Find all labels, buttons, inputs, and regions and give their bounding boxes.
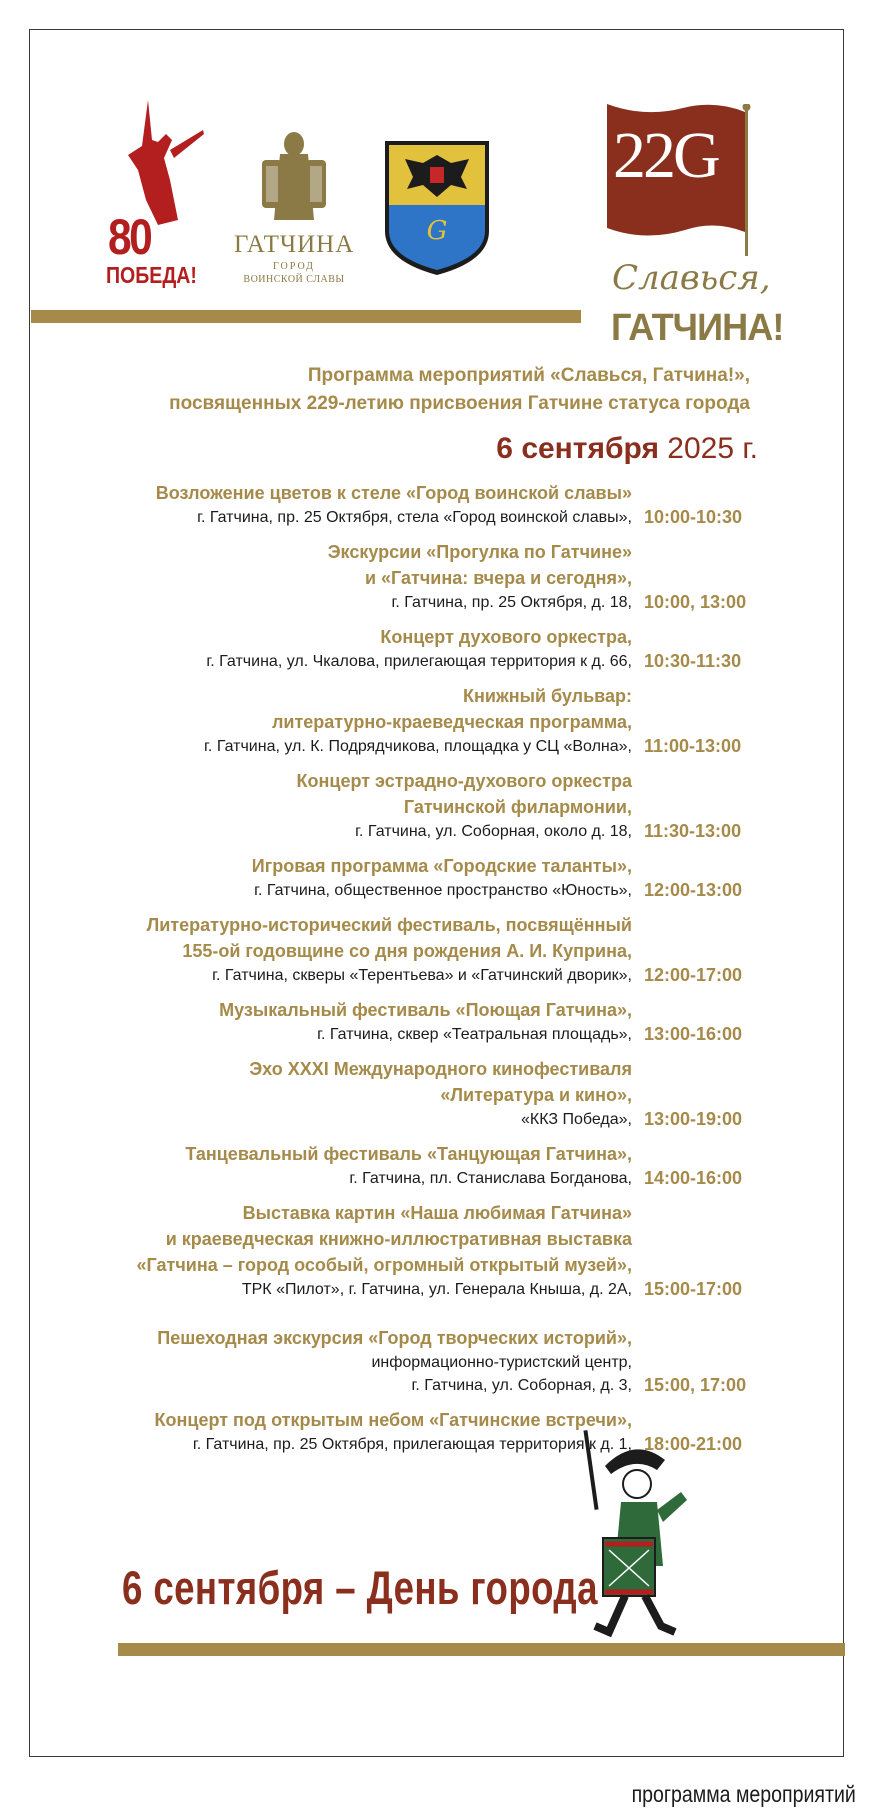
bottom-divider (118, 1643, 845, 1656)
event-location: информационно-туристский центр, (371, 1354, 632, 1371)
event-location: г. Гатчина, пр. 25 Октября, прилегающая территория к д. 1, (192, 1436, 632, 1453)
arms-letter: G (426, 216, 448, 246)
event-time: 11:30-13:00 (644, 821, 742, 841)
event-details (100, 683, 632, 758)
event-item (0, 624, 873, 673)
coat-of-arms-icon (383, 139, 491, 276)
event-time: 12:00-17:00 (644, 965, 743, 985)
event-time: 14:00-16:00 (644, 1168, 743, 1188)
event-location: г. Гатчина, сквер «Театральная площадь», (317, 1026, 632, 1043)
event-time: 18:00-21:00 (644, 1434, 743, 1454)
event-time: 10:00-10:30 (644, 507, 743, 527)
event-details (100, 1325, 632, 1397)
event-details (100, 768, 632, 843)
event-title: и краеведческая книжно-иллюстративная выставка (165, 1229, 632, 1249)
event-title: «Литература и кино», (440, 1085, 632, 1105)
event-title: Музыкальный фестиваль «Поющая Гатчина», (219, 1000, 632, 1020)
event-details (100, 1056, 632, 1131)
event-time: 10:30-11:30 (644, 651, 742, 671)
event-title: «Гатчина – город особый, огромный открытый музей», (136, 1255, 632, 1275)
event-location: г. Гатчина, общественное пространство «Юность», (254, 882, 632, 899)
event-location: г. Гатчина, ул. К. Подрядчикова, площадка у СЦ «Волна», (204, 738, 632, 755)
event-item (0, 480, 873, 529)
event-title: литературно-краеведческая программа, (271, 712, 632, 732)
event-time: 12:00-13:00 (644, 880, 743, 900)
event-title: Концерт под открытым небом «Гатчинские встречи», (154, 1410, 632, 1430)
program-intro (70, 362, 750, 418)
drummer-illustration (565, 1426, 705, 1641)
event-location: г. Гатчина, ул. Чкалова, прилегающая территория к д. 66, (206, 653, 632, 670)
event-location: г. Гатчина, ул. Соборная, д. 3, (411, 1377, 632, 1394)
day-of-city-title: 6 сентября – День города (122, 1561, 598, 1614)
pobeda-number: 80 (108, 209, 151, 265)
event-time: 10:00, 13:00 (644, 592, 747, 612)
event-details (100, 1141, 632, 1190)
event-details (100, 480, 632, 529)
event-time: 13:00-19:00 (644, 1109, 743, 1129)
event-item (0, 1325, 873, 1397)
event-title: Экскурсии «Прогулка по Гатчине» (327, 542, 632, 562)
event-item (0, 912, 873, 987)
event-title: Книжный бульвар: (463, 686, 632, 706)
event-details (100, 997, 632, 1046)
event-location: «ККЗ Победа», (521, 1111, 632, 1128)
event-location: г. Гатчина, пр. 25 Октября, стела «Город воинской славы», (197, 509, 632, 526)
gatchina-name: ГАТЧИНА (234, 231, 355, 258)
event-item (0, 853, 873, 902)
event-title: Возложение цветов к стеле «Город воинской славы» (155, 483, 632, 503)
gatchina-sub2: ВОИНСКОЙ СЛАВЫ (243, 274, 345, 285)
event-title: Эхо XXXI Международного кинофестиваля (249, 1059, 632, 1079)
event-title: Литературно-исторический фестиваль, посвящённый (146, 915, 632, 935)
event-details (100, 539, 632, 614)
event-item (0, 1056, 873, 1131)
event-title: 155-ой годовщине со дня рождения А. И. Куприна, (182, 941, 632, 961)
event-details (100, 1407, 632, 1456)
event-location: г. Гатчина, ул. Соборная, около д. 18, (355, 823, 632, 840)
event-date-year: 2025 г. (658, 432, 758, 465)
gatchina-sub1: ГОРОД (273, 261, 315, 272)
event-title: Танцевальный фестиваль «Танцующая Гатчина», (185, 1144, 632, 1164)
event-details (100, 912, 632, 987)
event-item (0, 768, 873, 843)
gatchina-glory-logo (234, 130, 354, 290)
intro-line2: посвященных 229-летию присвоения Гатчине статуса города (169, 393, 750, 414)
event-location: ТРК «Пилот», г. Гатчина, ул. Генерала Кныша, д. 2А, (241, 1281, 632, 1298)
event-date-day: 6 сентября (496, 432, 659, 465)
event-time: 15:00, 17:00 (644, 1375, 747, 1395)
intro-line1: Программа мероприятий «Славься, Гатчина!», (307, 365, 750, 386)
event-details (100, 1200, 632, 1301)
event-title: Концерт духового оркестра, (380, 627, 632, 647)
event-item (0, 997, 873, 1046)
event-title: Игровая программа «Городские таланты», (251, 856, 632, 876)
event-title: и «Гатчина: вчера и сегодня», (364, 568, 632, 588)
event-time: 13:00-16:00 (644, 1024, 743, 1044)
event-title: Пешеходная экскурсия «Город творческих историй», (157, 1328, 632, 1348)
page-caption: программа мероприятий (631, 1781, 856, 1807)
top-divider (31, 310, 581, 323)
flag-number: 22G (613, 119, 718, 192)
event-title: Гатчинской филармонии, (403, 797, 632, 817)
event-details (100, 624, 632, 673)
event-title: Концерт эстрадно-духового оркестра (296, 771, 632, 791)
event-location: г. Гатчина, скверы «Терентьева» и «Гатчинский дворик», (212, 967, 632, 984)
events-list (0, 480, 873, 1456)
event-date (496, 432, 758, 466)
event-item (0, 1141, 873, 1190)
event-time: 11:00-13:00 (644, 736, 742, 756)
slogan-line2: ГАТЧИНА! (611, 307, 784, 349)
event-title: Выставка картин «Наша любимая Гатчина» (242, 1203, 632, 1223)
pobeda-word: ПОБЕДА! (106, 262, 197, 288)
event-item (0, 539, 873, 614)
event-item (0, 1407, 873, 1456)
event-location: г. Гатчина, пл. Станислава Богданова, (349, 1170, 632, 1187)
pobeda-80-logo (108, 100, 208, 292)
event-item (0, 1200, 873, 1301)
slogan-line1: Славься, (612, 258, 771, 298)
event-location: г. Гатчина, пр. 25 Октября, д. 18, (391, 594, 632, 611)
event-details (100, 853, 632, 902)
event-item (0, 683, 873, 758)
event-time: 15:00-17:00 (644, 1279, 743, 1299)
